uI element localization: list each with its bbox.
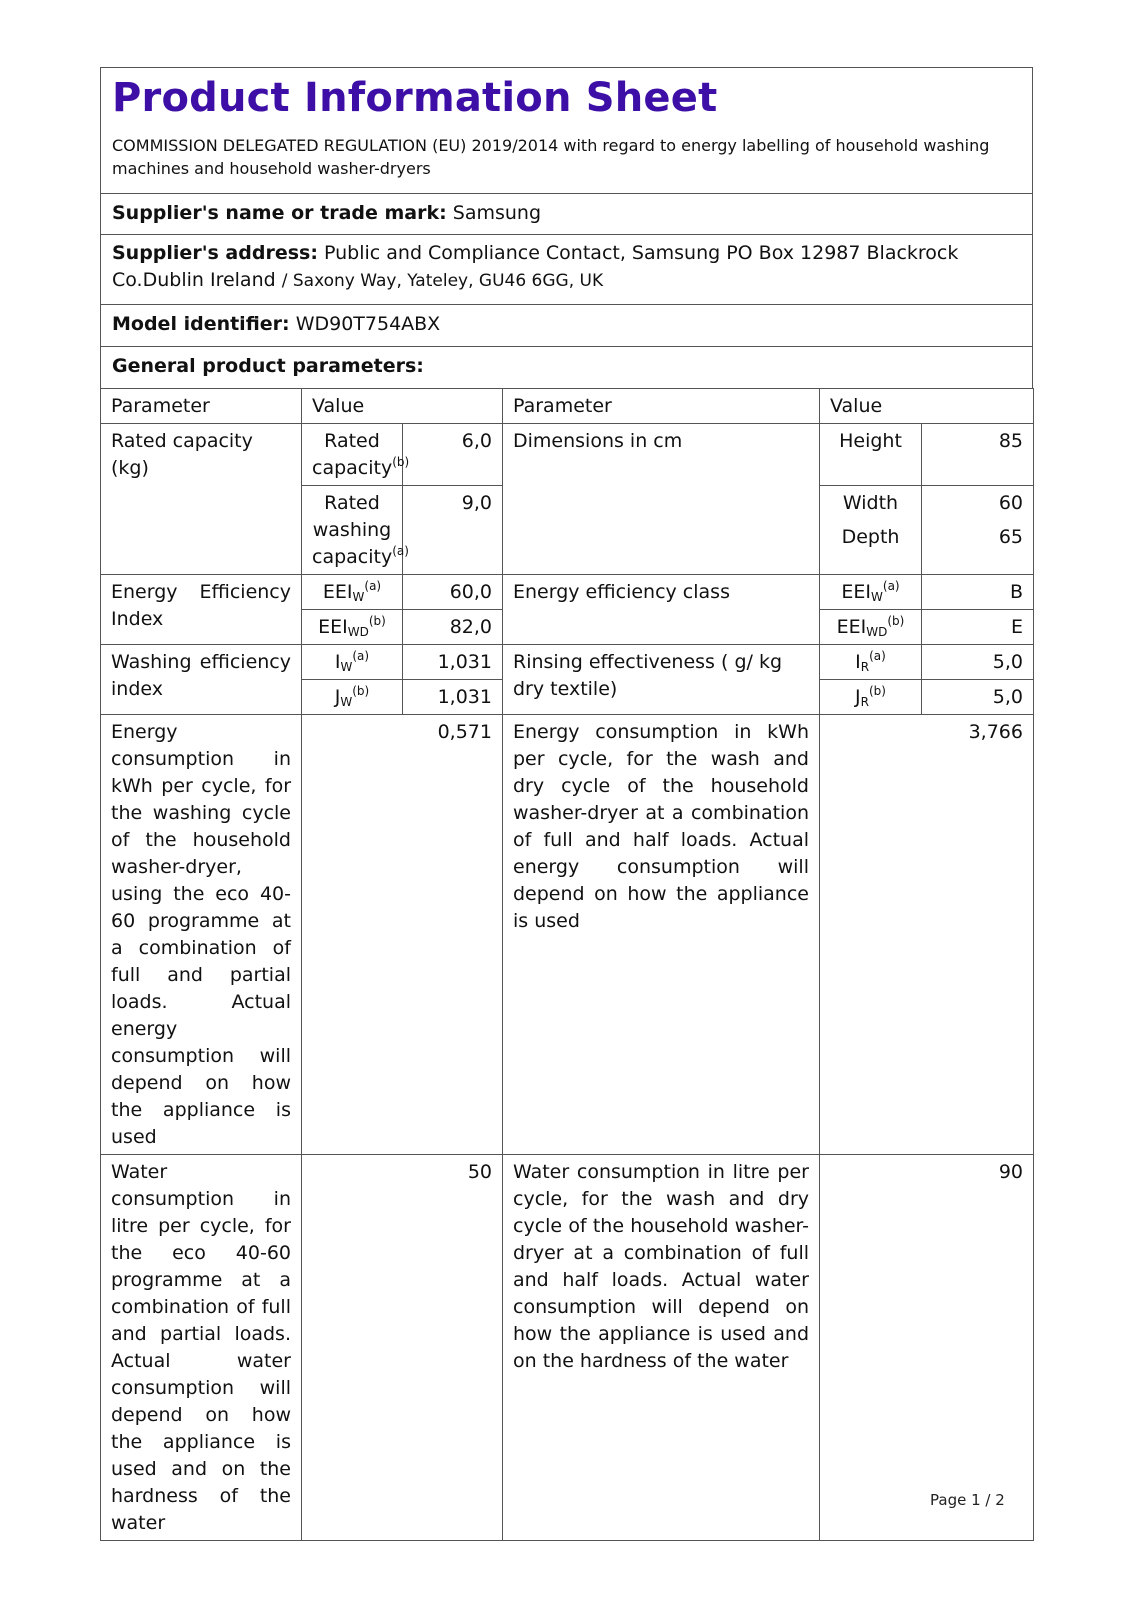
water-consumption-wash-label: Water consumption in litre per cycle, for the eco 40-60 programme at a combination of full and partial loads. Actual water consumption will depend on how the appliance is used and on the hardness of the water [101, 1155, 302, 1541]
model-label: Model identifier: [112, 313, 290, 335]
energy-consumption-wd-value: 3,766 [820, 715, 1034, 1155]
title-box [100, 67, 1033, 193]
table-row [101, 715, 1034, 1155]
water-consumption-wash-value: 50 [302, 1155, 503, 1541]
table-row [101, 424, 1034, 486]
width-value: 60 [922, 486, 1034, 521]
depth-value: 65 [922, 520, 1034, 575]
eeiwd-symbol: $EEI_{WD}^{(b)}$ [302, 610, 403, 645]
eec-wd-symbol: $EEI_{WD}^{(b)}$ [820, 610, 922, 645]
ir-value: 5,0 [922, 645, 1034, 680]
address-value: Public and Compliance Contact, Samsung PO Box 12987 Blackrock Co.Dublin Ireland [112, 242, 959, 291]
jw-symbol: $J_W^{(b)}$ [302, 680, 403, 715]
address-row [100, 234, 1033, 304]
rated-capacity-b-value: 6,0 [403, 424, 503, 486]
eeiw-symbol: $EEI_W^{(a)}$ [302, 575, 403, 610]
rinsing-label: Rinsing effectiveness ( g/ kg dry textile) [503, 645, 820, 715]
eeiwd-value: 82,0 [403, 610, 503, 645]
table-header-row [101, 389, 1034, 424]
iw-symbol: $I_W^{(a)}$ [302, 645, 403, 680]
washing-efficiency-label: Washing efficiency index [101, 645, 302, 715]
header-value-2: Value [820, 389, 1034, 424]
iw-value: 1,031 [403, 645, 503, 680]
address-label: Supplier's address: [112, 242, 318, 264]
eeiw-value: 60,0 [403, 575, 503, 610]
model-row [100, 304, 1033, 346]
eec-w-symbol: $EEI_W^{(a)}$ [820, 575, 922, 610]
table-row [101, 575, 1034, 610]
general-params-heading: General product parameters: [112, 355, 424, 377]
energy-consumption-wash-value: 0,571 [302, 715, 503, 1155]
water-consumption-wd-value: 90 [820, 1155, 1034, 1541]
header-value-1: Value [302, 389, 503, 424]
page-number: Page 1 / 2 [930, 1491, 1005, 1509]
model-value: WD90T754ABX [295, 313, 441, 335]
table-row [101, 1155, 1034, 1541]
supplier-row [100, 193, 1033, 234]
jr-symbol: $J_R^{(b)}$ [820, 680, 922, 715]
rated-capacity-label: Rated capacity (kg) [101, 424, 302, 575]
rated-washing-capacity-a-value: 9,0 [403, 486, 503, 575]
header-parameter-1: Parameter [101, 389, 302, 424]
rated-washing-capacity-a-label: Rated washing capacity$^{(a)}$ [302, 486, 403, 575]
supplier-label: Supplier's name or trade mark: [112, 202, 447, 224]
eec-label: Energy efficiency class [503, 575, 820, 645]
eec-w-value: B [922, 575, 1034, 610]
product-information-sheet [100, 67, 1033, 1541]
energy-consumption-wd-label: Energy consumption in kWh per cycle, for the wash and dry cycle of the household washer-dryer at a combination of full and half loads. Actual energy consumption will depend on how the appliance is used [503, 715, 820, 1155]
dimensions-label: Dimensions in cm [503, 424, 820, 575]
height-value: 85 [922, 424, 1034, 486]
table-row [101, 645, 1034, 680]
width-label: Width [820, 486, 922, 521]
eei-label: Energy Efficiency Index [101, 575, 302, 645]
ir-symbol: $I_R^{(a)}$ [820, 645, 922, 680]
supplier-value: Samsung [452, 202, 542, 224]
height-label: Height [820, 424, 922, 486]
jw-value: 1,031 [403, 680, 503, 715]
page-title: Product Information Sheet [112, 75, 718, 121]
depth-label: Depth [820, 520, 922, 575]
general-params-row [100, 346, 1033, 388]
regulation-text: COMMISSION DELEGATED REGULATION (EU) 2019/2014 with regard to energy labelling of household washing machines and household washer-dryers [112, 136, 990, 178]
header-parameter-2: Parameter [503, 389, 820, 424]
eec-wd-value: E [922, 610, 1034, 645]
energy-consumption-wash-label: Energy consumption in kWh per cycle, for the washing cycle of the household washer-dryer, using the eco 40-60 programme at a combination of full and partial loads. Actual energy consumption will depend on how the appliance is used [101, 715, 302, 1155]
water-consumption-wd-label: Water consumption in litre per cycle, for the wash and dry cycle of the household washer-dryer at a combination of full and half loads. Actual water consumption will depend on how the appliance is used and on the hardness of the water [503, 1155, 820, 1541]
parameters-table [100, 388, 1034, 1541]
address-value-uk: / Saxony Way, Yateley, GU46 6GG, UK [281, 271, 604, 291]
jr-value: 5,0 [922, 680, 1034, 715]
rated-capacity-b-label: Rated capacity$^{(b)}$ [302, 424, 403, 486]
